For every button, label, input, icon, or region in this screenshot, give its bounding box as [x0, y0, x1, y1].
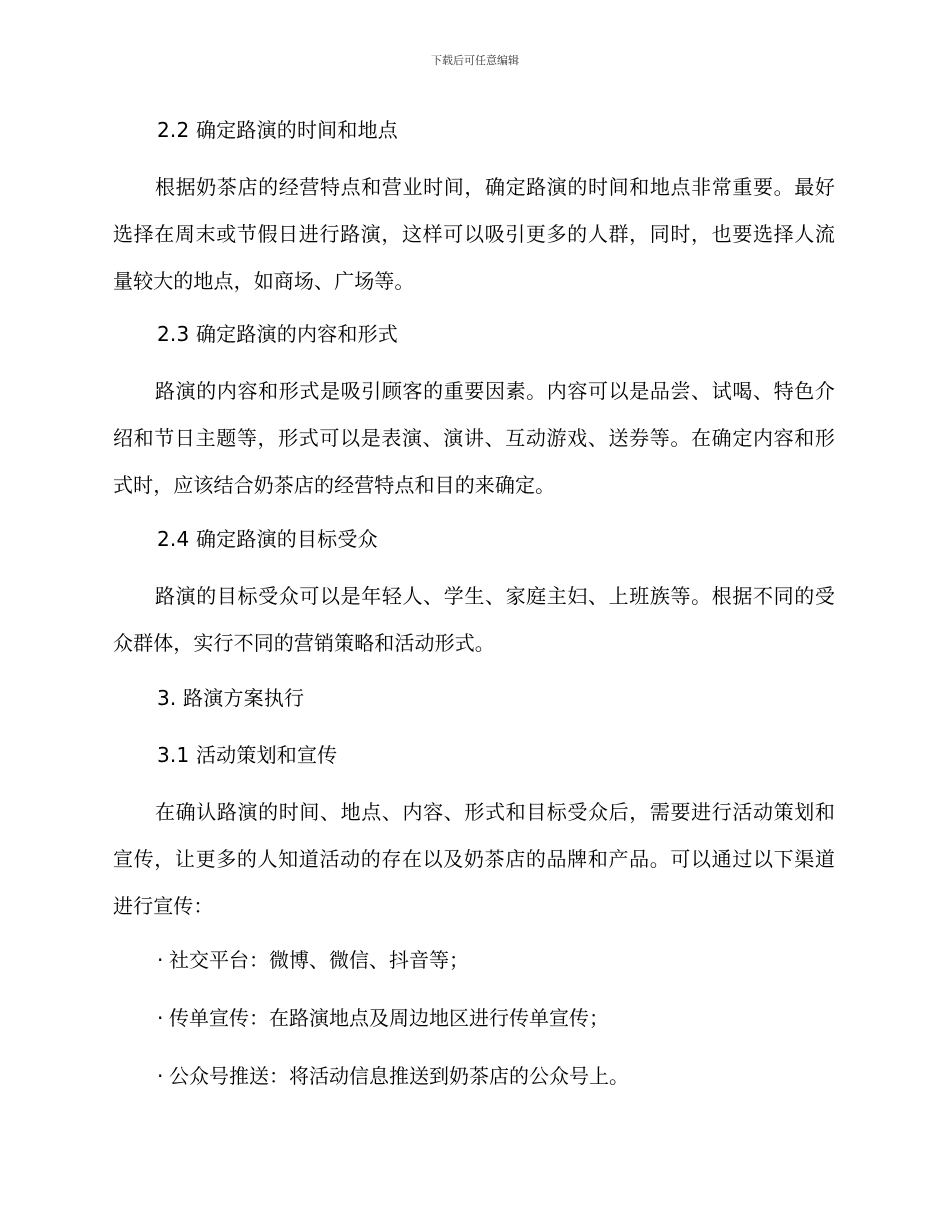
bullet-item-official-account — [157, 1064, 837, 1088]
paragraph-3-1: 在确认路演的时间、地点、内容、形式和目标受众后，需要进行活动策划和宣传，让更多的人知道活动的存在以及奶茶店的品牌和产品。可以通过以下渠道进行宣传： — [113, 800, 835, 918]
section-heading-2-2: 2.2 确定路演的时间和地点 — [157, 118, 398, 142]
bullet-marker: · — [157, 1064, 164, 1088]
paragraph-2-4: 路演的目标受众可以是年轻人、学生、家庭主妇、上班族等。根据不同的受众群体，实行不同的营销策略和活动形式。 — [113, 584, 835, 655]
section-heading-3: 3. 路演方案执行 — [157, 686, 305, 710]
bullet-text: 社交平台：微博、微信、抖音等； — [169, 948, 469, 972]
section-heading-2-4: 2.4 确定路演的目标受众 — [157, 527, 378, 551]
bullet-item-flyer — [157, 1006, 837, 1030]
bullet-text: 传单宣传：在路演地点及周边地区进行传单宣传； — [169, 1006, 609, 1030]
bullet-marker: · — [157, 948, 164, 972]
bullet-marker: · — [157, 1006, 164, 1030]
bullet-text: 公众号推送：将活动信息推送到奶茶店的公众号上。 — [169, 1064, 629, 1088]
paragraph-2-3: 路演的内容和形式是吸引顾客的重要因素。内容可以是品尝、试喝、特色介绍和节日主题等，形式可以是表演、演讲、互动游戏、送券等。在确定内容和形式时，应该结合奶茶店的经营特点和目的来确定。 — [113, 379, 835, 497]
section-heading-3-1: 3.1 活动策划和宣传 — [157, 743, 338, 767]
paragraph-2-2: 根据奶茶店的经营特点和营业时间，确定路演的时间和地点非常重要。最好选择在周末或节假日进行路演，这样可以吸引更多的人群，同时，也要选择人流量较大的地点，如商场、广场等。 — [113, 175, 835, 293]
bullet-item-social — [157, 948, 837, 972]
page-header: 下载后可任意编辑 — [431, 54, 519, 67]
section-heading-2-3: 2.3 确定路演的内容和形式 — [157, 322, 398, 346]
